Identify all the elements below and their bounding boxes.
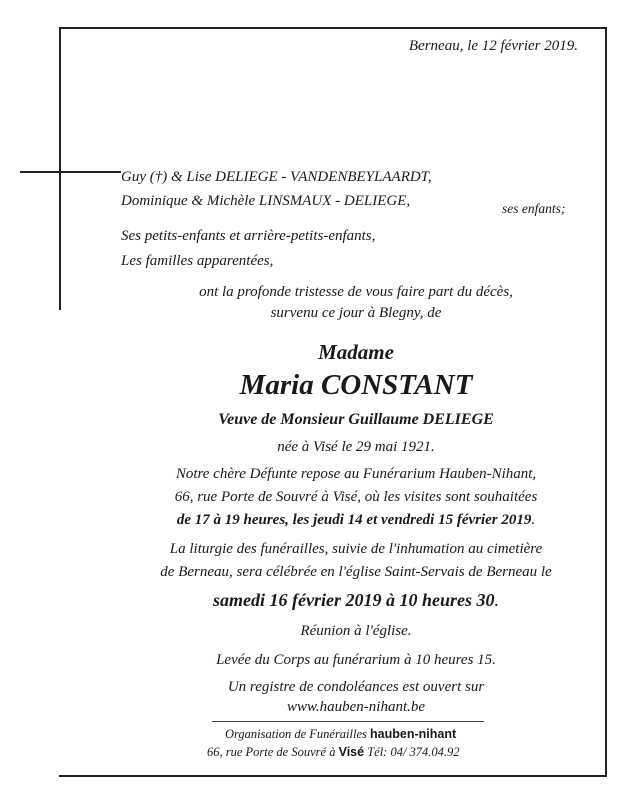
family-line-1: Guy (†) & Lise DELIEGE - VANDENBEYLAARDT, [121,169,432,185]
levee-info: Levée du Corps au funérarium à 10 heures 15. [216,652,496,668]
family-line-4: Les familles apparentées, [121,253,274,269]
address-city: Visé [338,745,365,759]
meeting-info: Réunion à l'église. [300,623,412,639]
announcement-line-1: ont la profonde tristesse de vous faire part du décès, [199,284,513,300]
frame-left-border [59,27,61,117]
footer-organisation [225,727,456,742]
funeral-date-end: . [494,590,499,610]
family-line-3: Ses petits-enfants et arrière-petits-enfants, [121,228,376,244]
frame-right-border [605,27,607,777]
funeral-line-2: de Berneau, sera célébrée en l'église Saint-Servais de Berneau le [160,564,552,580]
register-line: Un registre de condoléances est ouvert sur [227,679,485,695]
deceased-name: Maria CONSTANT [239,369,473,401]
announcement-line-2: survenu ce jour à Blegny, de [270,305,442,321]
org-prefix: Organisation de Funérailles [225,727,367,741]
visitation-hours-end: . [531,512,536,528]
frame-bottom-border [59,775,607,777]
widow-of: Veuve de Monsieur Guillaume DELIEGE [218,411,494,428]
footer-separator [212,721,484,722]
cross-icon-horizontal [20,171,121,173]
frame-top-border [59,27,607,29]
visitation-hours: de 17 à 19 heures, les jeudi 14 et vendredi 15 février 2019 [176,512,532,528]
children-label: ses enfants; [502,201,566,216]
register-url: www.hauben-nihant.be [286,699,426,715]
birth-info: née à Visé le 29 mai 1921. [277,439,435,455]
place-date: Berneau, le 12 février 2019. [408,38,578,54]
address-prefix: 66, rue Porte de Souvré à [207,745,336,759]
phone-number: Tél: 04/ 374.04.92 [367,745,460,759]
family-line-2: Dominique & Michèle LINSMAUX - DELIEGE, [121,193,411,209]
funeral-date-time: samedi 16 février 2019 à 10 heures 30 [213,590,495,610]
deceased-title: Madame [318,340,394,364]
funeral-date-line [121,590,591,611]
visitation-hours-line [121,511,591,529]
funeral-line-1: La liturgie des funérailles, suivie de l'inhumation au cimetière [169,541,543,557]
visitation-line-1: Notre chère Défunte repose au Funérarium Hauben-Nihant, [175,466,537,482]
footer-address [207,745,460,760]
cross-icon-vertical [59,115,61,310]
visitation-line-2: 66, rue Porte de Souvré à Visé, où les visites sont souhaitées [174,489,538,505]
org-brand: hauben-nihant [370,727,457,741]
